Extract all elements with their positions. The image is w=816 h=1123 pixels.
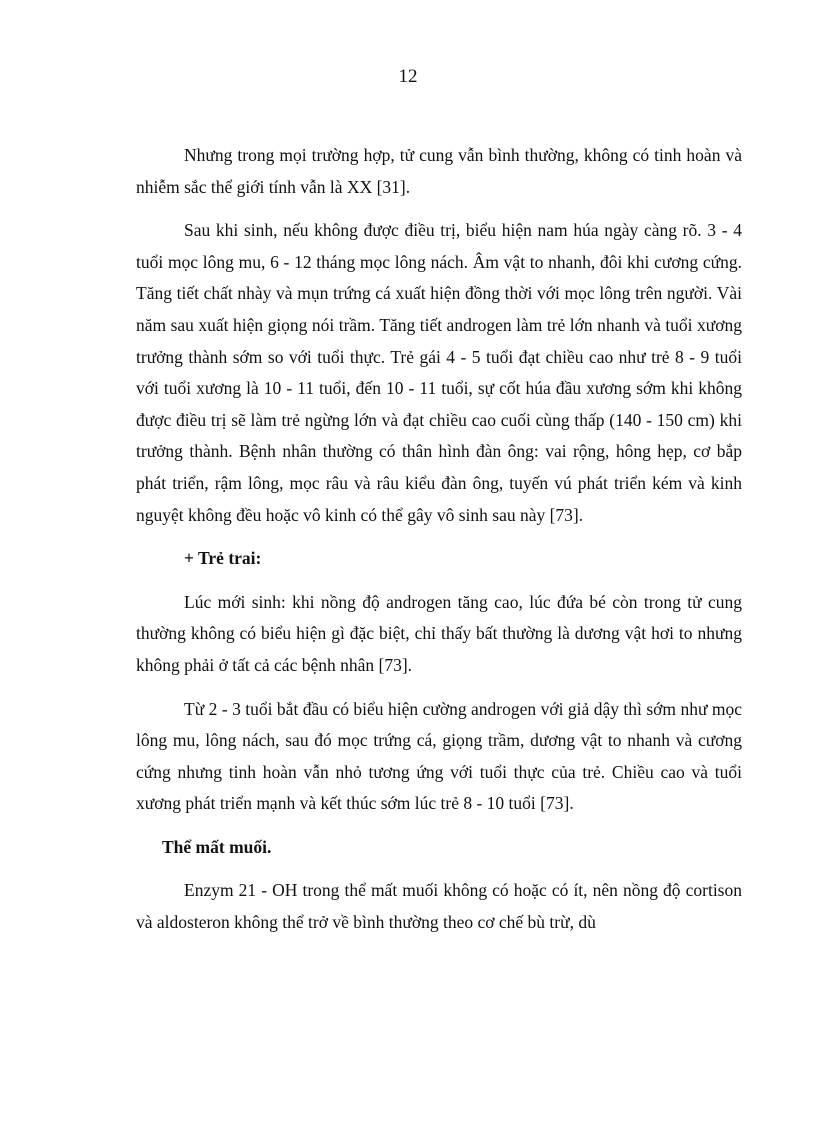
heading-salt-loss: Thể mất muối. [162,836,272,857]
heading-boys: + Trẻ trai: [184,548,262,569]
paragraph-after-birth: Sau khi sinh, nếu không được điều trị, biểu hiện nam húa ngày càng rõ. 3 - 4 tuổi mọc lông mu, 6 - 12 tháng mọc lông nách. Âm vật to nhanh, đôi khi cương cứng. Tăng tiết chất nhày và mụn trứng cá xuất hiện đồng thời với mọc lông trên người. Vài năm sau xuất hiện giọng nói trầm. Tăng tiết androgen làm trẻ lớn nhanh và tuổi xương trưởng thành sớm so với tuổi thực. Trẻ gái 4 - 5 tuổi đạt chiều cao như trẻ 8 - 9 tuổi với tuổi xương là 10 - 11 tuổi, đến 10 - 11 tuổi, sự cốt húa đầu xương sớm khi không được điều trị sẽ làm trẻ ngừng lớn và đạt chiều cao cuối cùng thấp (140 - 150 cm) khi trưởng thành. Bệnh nhân thường có thân hình đàn ông: vai rộng, hông hẹp, cơ bắp phát triển, rậm lông, mọc râu và râu kiểu đàn ông, tuyến vú phát triển kém và kinh nguyệt không đều hoặc vô kinh có thể gây vô sinh sau này [73]. [136,220,742,525]
paragraph-enzyme: Enzym 21 - OH trong thể mất muối không có hoặc có ít, nên nồng độ cortison và aldosteron không thể trở về bình thường theo cơ chế bù trừ, dù [136,880,742,933]
paragraph-age-2-3: Từ 2 - 3 tuổi bắt đầu có biểu hiện cường androgen với giả dậy thì sớm như mọc lông mu, lông nách, sau đó mọc trứng cá, giọng trầm, dương vật to nhanh và cương cứng nhưng tinh hoàn vẫn nhỏ tương ứng với tuổi thực của trẻ. Chiều cao và tuổi xương phát triển mạnh và kết thúc sớm lúc trẻ 8 - 10 tuổi [73]. [136,698,742,814]
paragraph-at-birth: Lúc mới sinh: khi nồng độ androgen tăng cao, lúc đứa bé còn trong tử cung thường không có biểu hiện gì đặc biệt, chỉ thấy bất thường là dương vật hơi to nhưng không phải ở tất cả các bệnh nhân [73]. [136,591,742,675]
paragraph-continuation: Nhưng trong mọi trường hợp, tử cung vẫn bình thường, không có tinh hoàn và nhiễm sắc thể giới tính vẫn là XX [31]. [136,145,742,197]
document-body [136,140,742,939]
page-number: 12 [398,66,418,87]
